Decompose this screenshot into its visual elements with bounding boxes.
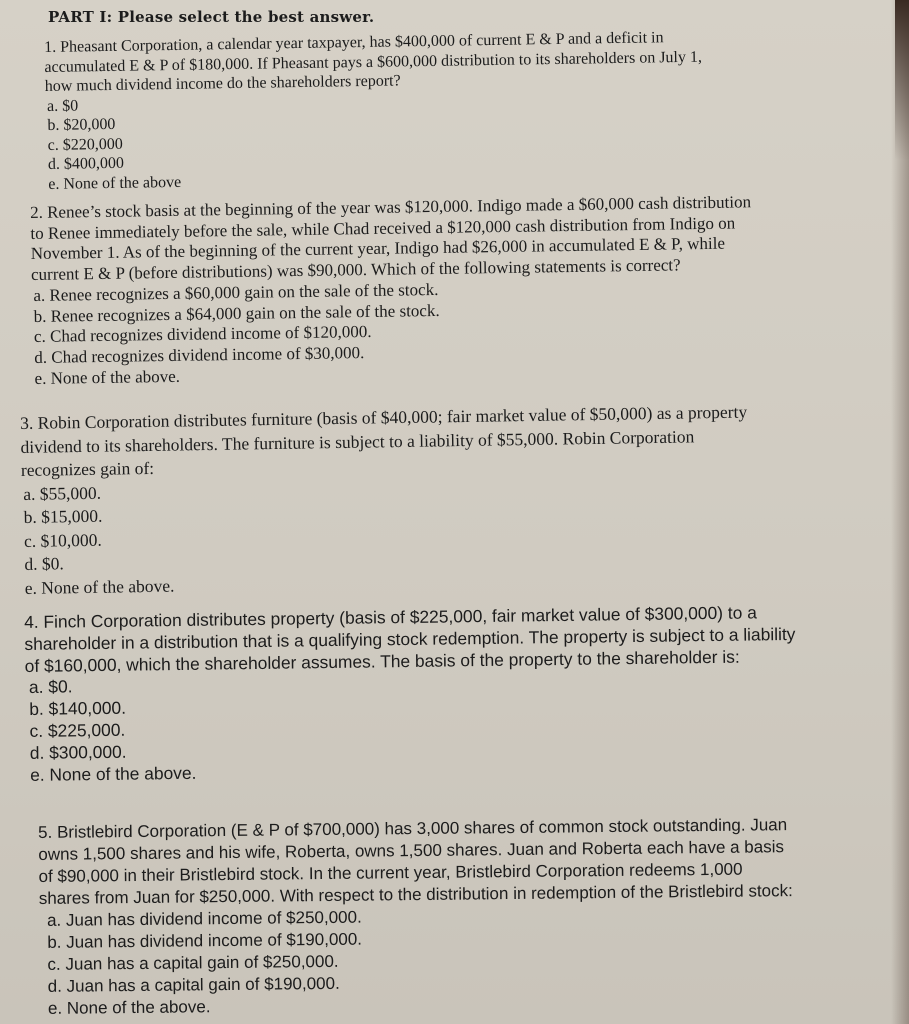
question-text-line: shareholder in a distribution that is a qualifying stock redemption. The property is subject to a liability	[24, 623, 796, 654]
answer-option-e: e. None of the above.	[34, 366, 181, 388]
question-2	[30, 192, 754, 389]
question-text-line: 2. Renee’s stock basis at the beginning of the year was $120,000. Indigo made a $60,000 cash distribution	[30, 192, 752, 222]
question-text-line: shares from Juan for $250,000. With respect to the distribution in redemption of the Bristlebird stock:	[38, 881, 793, 908]
question-text-line: 1. Pheasant Corporation, a calendar year taxpayer, has $400,000 of current E & P and a deficit in	[44, 29, 664, 56]
answer-option-c: c. $225,000.	[29, 719, 126, 741]
answer-option-a: a. $0	[46, 96, 79, 115]
question-text-line: 3. Robin Corporation distributes furniture (basis of $40,000; fair market value of $50,000) as a property	[20, 401, 748, 433]
answer-option-e: e. None of the above.	[29, 762, 197, 785]
answer-option-e: e. None of the above.	[47, 997, 211, 1018]
question-text-line: how much dividend income do the shareholders report?	[44, 72, 401, 95]
question-text-line: recognizes gain of:	[20, 457, 155, 480]
question-text-line: owns 1,500 shares and his wife, Roberta, owns 1,500 shares. Juan and Roberta each have a basis	[38, 837, 785, 864]
question-text-line: accumulated E & P of $180,000. If Pheasant pays a $600,000 distribution to its shareholders on July 1,	[44, 48, 703, 76]
question-text-line: 4. Finch Corporation distributes property (basis of $225,000, fair market value of $300,000) to a	[24, 602, 757, 632]
question-text-line: of $90,000 in their Bristlebird stock. In the current year, Bristlebird Corporation redeems 1,000	[38, 859, 743, 886]
question-text-line: dividend to its shareholders. The furniture is subject to a liability of $55,000. Robin Corporation	[20, 425, 695, 457]
answer-option-c: c. Chad recognizes dividend income of $120,000.	[33, 322, 372, 347]
answer-option-c: c. $10,000.	[23, 529, 102, 551]
answer-option-d: d. $400,000	[47, 154, 125, 173]
answer-option-e: e. None of the above.	[24, 575, 175, 598]
question-5	[38, 814, 794, 1020]
question-3	[20, 401, 750, 600]
answer-option-a: a. $55,000.	[23, 482, 102, 504]
answer-option-e: e. None of the above	[48, 173, 182, 193]
answer-option-b: b. $140,000.	[29, 697, 127, 720]
answer-option-b: b. Juan has dividend income of $190,000.	[47, 929, 363, 952]
answer-option-c: c. $220,000	[47, 135, 123, 154]
answer-option-b: b. Renee recognizes a $64,000 gain on the sale of the stock.	[33, 300, 440, 326]
background-corner	[895, 0, 909, 160]
question-text-line: current E & P (before distributions) was $90,000. Which of the following statements is correct?	[30, 255, 681, 285]
answer-option-d: d. Juan has a capital gain of $190,000.	[47, 973, 340, 996]
answer-option-a: a. Juan has dividend income of $250,000.	[46, 907, 362, 930]
question-text-line: of $160,000, which the shareholder assumes. The basis of the property to the shareholder is:	[24, 646, 740, 676]
answer-option-d: d. $0.	[24, 553, 64, 574]
answer-option-b: b. $15,000.	[23, 505, 103, 527]
answer-option-a: a. $0.	[28, 676, 73, 698]
section-header: PART I: Please select the best answer.	[48, 8, 375, 26]
answer-option-a: a. Renee recognizes a $60,000 gain on the sale of the stock.	[33, 279, 439, 305]
question-4	[24, 602, 797, 786]
answer-option-d: d. $300,000.	[29, 741, 127, 763]
answer-option-c: c. Juan has a capital gain of $250,000.	[47, 951, 339, 974]
answer-option-b: b. $20,000	[47, 115, 116, 134]
question-text-line: 5. Bristlebird Corporation (E & P of $700,000) has 3,000 shares of common stock outstanding. Juan	[38, 815, 788, 842]
question-text-line: to Renee immediately before the sale, while Chad received a $120,000 cash distribution from Indigo on	[30, 213, 736, 243]
question-text-line: November 1. As of the beginning of the current year, Indigo had $26,000 in accumulated E & P, while	[30, 234, 726, 264]
question-1	[44, 28, 704, 194]
answer-option-d: d. Chad recognizes dividend income of $30,000.	[34, 342, 365, 367]
